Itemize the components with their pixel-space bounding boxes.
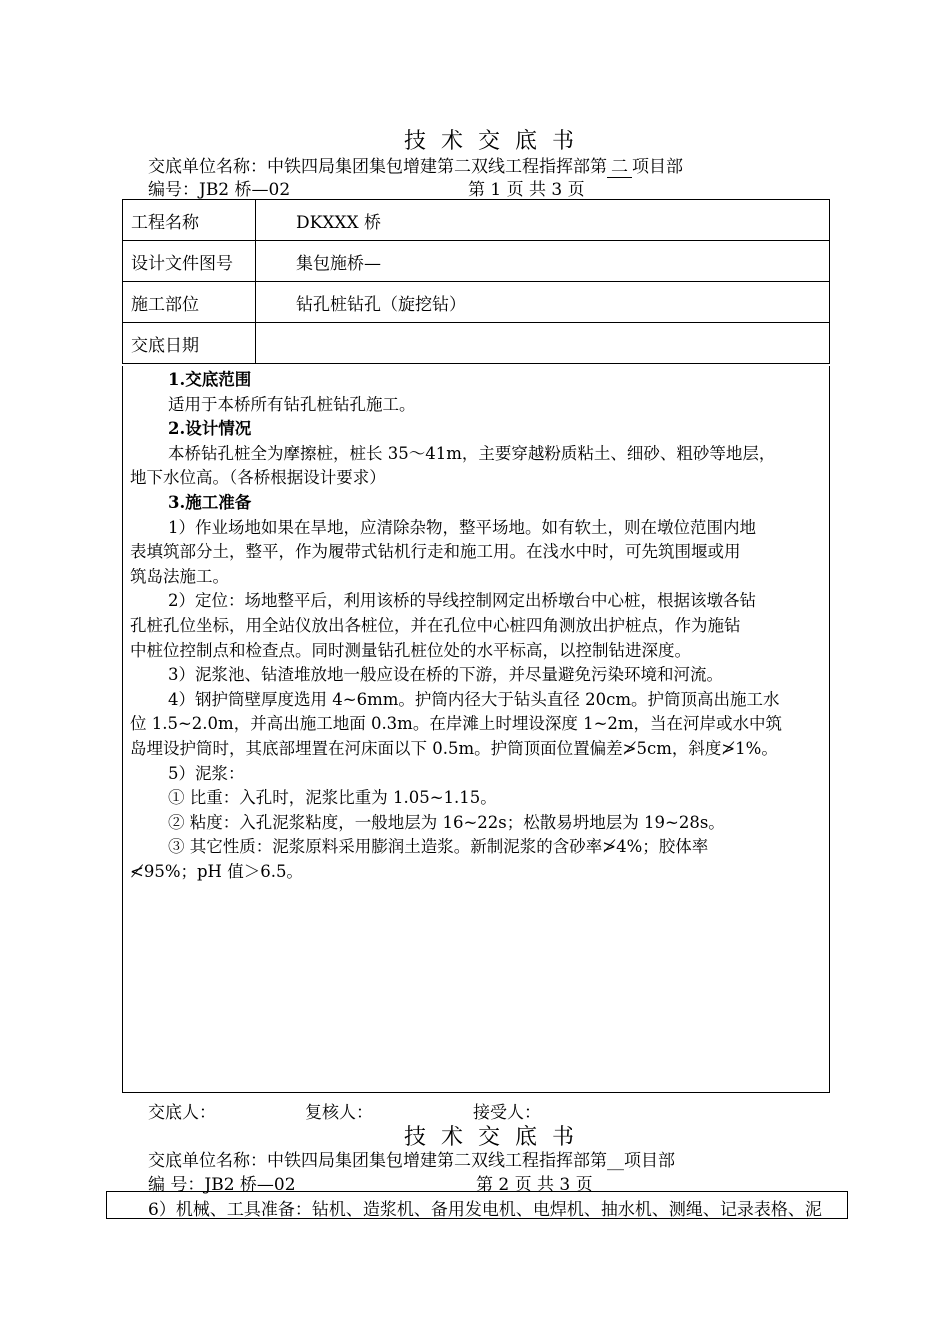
- unit-name-line-page2: 交底单位名称：中铁四局集团集包增建第二双线工程指挥部第__项目部: [148, 1151, 675, 1171]
- field-value: 集包施桥—: [256, 241, 830, 282]
- page-info: 第 1 页 共 3 页: [468, 180, 585, 200]
- signature-receiver: 接受人：: [473, 1103, 541, 1123]
- content-body: [130, 368, 820, 884]
- paragraph-line: 1）作业场地如果在旱地，应清除杂物，整平场地。如有软土，则在墩位范围内地: [168, 517, 756, 537]
- signature-reviewer: 复核人：: [305, 1103, 373, 1123]
- field-label: 施工部位: [123, 282, 256, 323]
- table-row: [123, 282, 830, 323]
- table-row: [123, 200, 830, 241]
- field-value: 钻孔桩钻孔（旋挖钻）: [256, 282, 830, 323]
- page-info-page2: 第 2 页 共 3 页: [476, 1175, 593, 1195]
- paragraph-line: 3）泥浆池、钻渣堆放地一般应设在桥的下游，并尽量避免污染环境和河流。: [168, 665, 723, 685]
- paragraph-line: 表填筑部分土，整平，作为履带式钻机行走和施工用。在浅水中时，可先筑围堰或用: [130, 542, 741, 562]
- paragraph-line: ③ 其它性质：泥浆原料采用膨润土造浆。新制泥浆的含砂率≯4%；胶体率: [168, 837, 709, 857]
- paragraph-line: ① 比重：入孔时，泥浆比重为 1.05~1.15。: [168, 788, 497, 808]
- document-number: 编号：JB2 桥—02: [148, 180, 291, 200]
- unit-name-blank: 二: [607, 157, 632, 178]
- table-row: [123, 241, 830, 282]
- paragraph: 地下水位高。（各桥根据设计要求）: [130, 468, 386, 488]
- paragraph: 本桥钻孔桩全为摩擦桩，桩长 35～41m，主要穿越粉质粘土、细砂、粗砂等地层，: [168, 443, 776, 463]
- unit-name-line: [148, 152, 683, 177]
- paragraph-line: ≮95%；pH 值＞6.5。: [130, 861, 303, 881]
- section-heading: 3.施工准备: [168, 492, 252, 512]
- unit-name-suffix: 项目部: [632, 157, 683, 177]
- paragraph-line: ② 粘度：入孔泥浆粘度，一般地层为 16~22s；松散易坍地层为 19~28s。: [168, 812, 725, 832]
- paragraph-line: 筑岛法施工。: [130, 566, 229, 586]
- paragraph-line: 中桩位控制点和检查点。同时测量钻孔桩位处的水平标高，以控制钻进深度。: [130, 640, 691, 660]
- unit-name-prefix: 交底单位名称：中铁四局集团集包增建第二双线工程指挥部第: [148, 157, 607, 177]
- paragraph-line: 孔桩孔位坐标，用全站仪放出各桩位，并在孔位中心桩四角测放出护桩点，作为施钻: [130, 615, 741, 635]
- paragraph-line: 2）定位：场地整平后，利用该桥的导线控制网定出桥墩台中心桩，根据该墩各钻: [168, 591, 756, 611]
- paragraph-line: 岛埋设护筒时，其底部埋置在河床面以下 0.5m。护筒顶面位置偏差≯5cm，斜度≯1%。: [130, 738, 778, 758]
- paragraph-line: 位 1.5~2.0m，并高出施工地面 0.3m。在岸滩上时埋设深度 1~2m，当在河岸或水中筑: [130, 714, 783, 734]
- field-value: [256, 323, 830, 364]
- field-label: 工程名称: [123, 200, 256, 241]
- document-title-page2: 技 术 交 底 书: [404, 1125, 578, 1150]
- info-table: [122, 199, 830, 364]
- paragraph-line: 4）钢护筒壁厚度选用 4~6mm。护筒内径大于钻头直径 20cm。护筒顶高出施工水: [168, 689, 780, 709]
- section-heading: 1.交底范围: [168, 370, 252, 389]
- section-heading: 2.设计情况: [168, 419, 252, 439]
- table-row: [123, 323, 830, 364]
- field-value: DKXXX 桥: [256, 200, 830, 241]
- page2-first-line: 6）机械、工具准备：钻机、造浆机、备用发电机、电焊机、抽水机、测绳、记录表格、泥: [148, 1200, 822, 1220]
- paragraph-line: 5）泥浆：: [168, 763, 245, 783]
- document-number-page2: 编 号：JB2 桥—02: [148, 1175, 296, 1195]
- field-label: 交底日期: [123, 323, 256, 364]
- field-label: 设计文件图号: [123, 241, 256, 282]
- paragraph: 适用于本桥所有钻孔桩钻孔施工。: [168, 394, 416, 414]
- signature-giver: 交底人：: [148, 1103, 216, 1123]
- document-title: 技 术 交 底 书: [404, 129, 578, 154]
